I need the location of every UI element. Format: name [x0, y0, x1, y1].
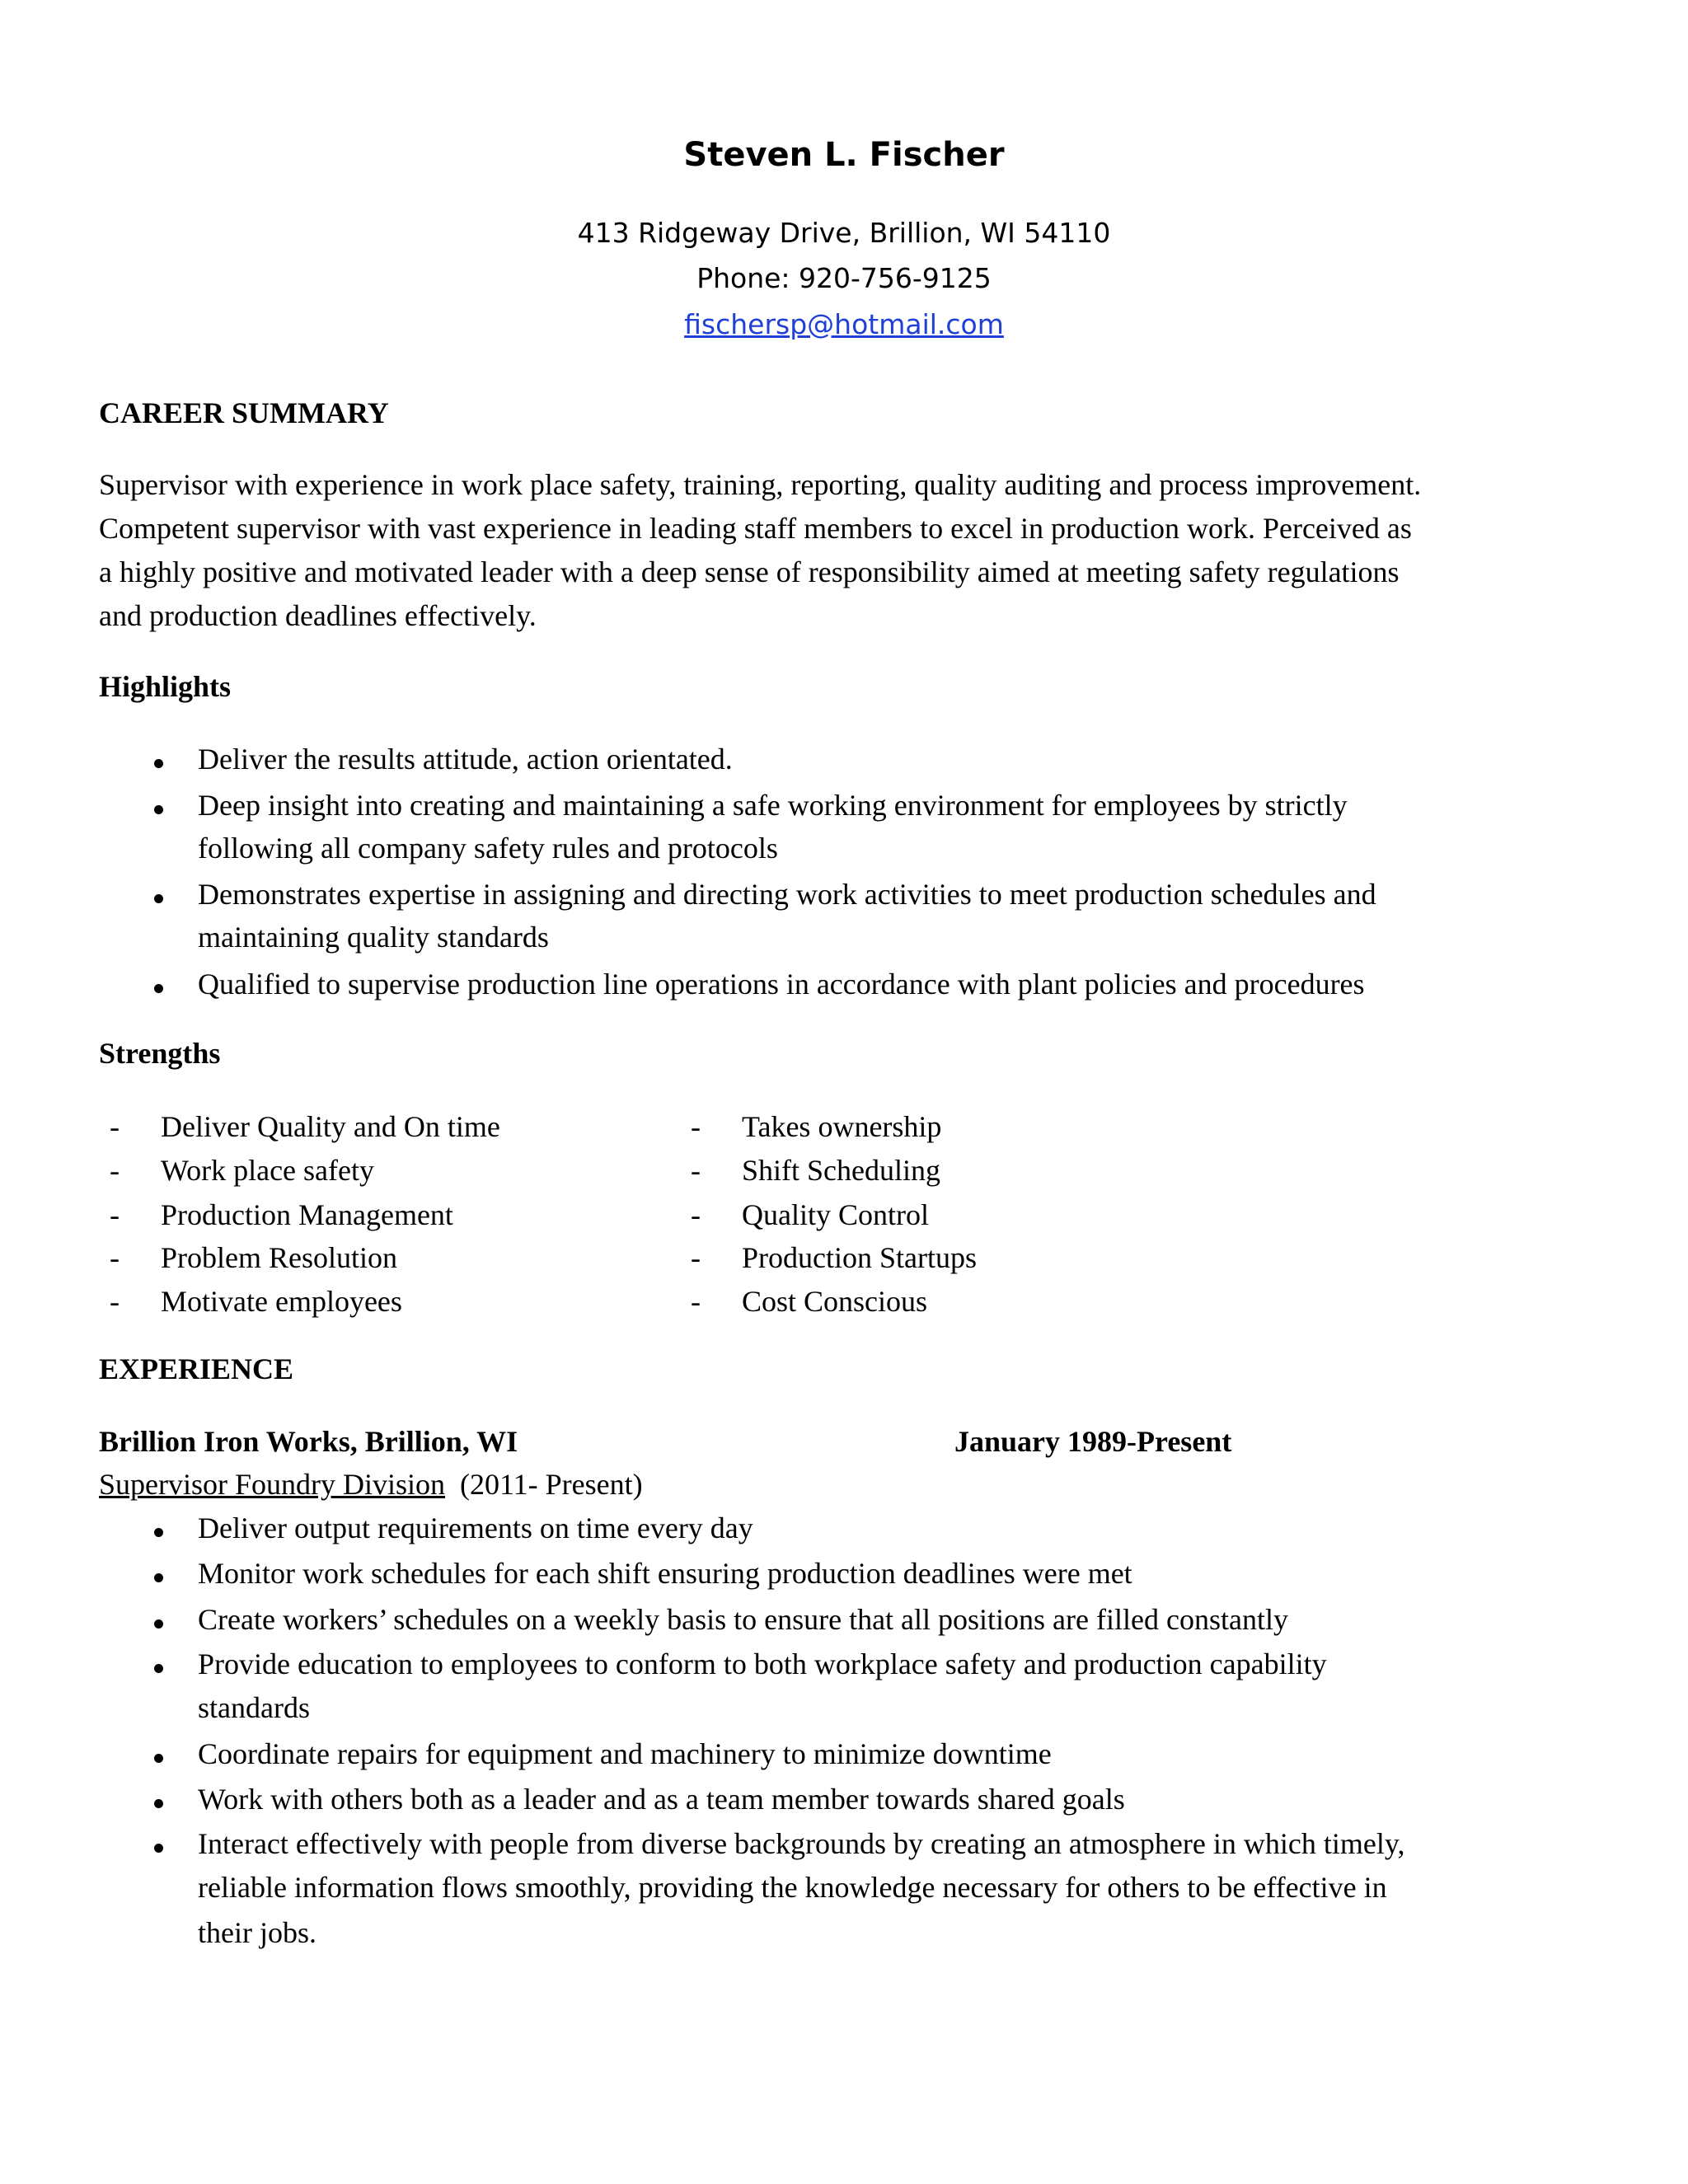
highlight-item: Demonstrates expertise in assigning and directing work activities to meet production schedules and — [198, 878, 1376, 911]
highlight-item-continued: maintaining quality standards — [198, 921, 549, 954]
bullet-icon — [154, 984, 163, 993]
bullet-icon — [154, 1528, 163, 1537]
dash-marker: - — [691, 1198, 701, 1231]
duty-item: Provide education to employees to conform to both workplace safety and production capability — [198, 1647, 1327, 1680]
dash-marker: - — [110, 1110, 120, 1143]
strength-item: Deliver Quality and On time — [161, 1110, 500, 1143]
bullet-icon — [154, 1754, 163, 1763]
strength-item: Takes ownership — [742, 1110, 942, 1143]
dash-marker: - — [110, 1241, 120, 1274]
bullet-icon — [154, 894, 163, 903]
summary-line: a highly positive and motivated leader with a deep sense of responsibility aimed at meeting safety regulations — [99, 555, 1400, 588]
strength-item: Production Management — [161, 1198, 453, 1231]
summary-line: and production deadlines effectively. — [99, 599, 537, 632]
address: 413 Ridgeway Drive, Brillion, WI 54110 — [577, 217, 1111, 249]
summary-line: Competent supervisor with vast experience in leading staff members to excel in production work. Perceived as — [99, 512, 1412, 545]
summary-line: Supervisor with experience in work place safety, training, reporting, quality auditing and process improvement. — [99, 468, 1422, 501]
dash-marker: - — [110, 1198, 120, 1231]
duty-item: Work with others both as a leader and as a team member towards shared goals — [198, 1783, 1125, 1816]
strength-item: Shift Scheduling — [742, 1154, 940, 1187]
role-title: Supervisor Foundry Division — [99, 1468, 446, 1501]
employer-location: , Brillion, WI — [349, 1425, 518, 1458]
strengths-heading: Strengths — [99, 1037, 221, 1070]
email-link[interactable]: fischersp@hotmail.com — [684, 308, 1004, 340]
phone-number: Phone: 920-756-9125 — [696, 262, 992, 294]
employer-name: Brillion Iron Works — [99, 1425, 350, 1458]
strength-item: Production Startups — [742, 1241, 977, 1274]
bullet-icon — [154, 1619, 163, 1629]
bullet-icon — [154, 1799, 163, 1808]
highlight-item: Deliver the results attitude, action orientated. — [198, 743, 733, 776]
employment-dates: January 1989-Present — [954, 1425, 1232, 1458]
highlight-item: Deep insight into creating and maintaining a safe working environment for employees by strictly — [198, 789, 1348, 822]
candidate-name: Steven L. Fischer — [683, 136, 1005, 174]
employer-line — [99, 1424, 518, 1459]
experience-heading: EXPERIENCE — [99, 1352, 294, 1385]
highlights-heading: Highlights — [99, 670, 232, 703]
highlight-item: Qualified to supervise production line operations in accordance with plant policies and procedures — [198, 968, 1365, 1001]
duty-item: Create workers’ schedules on a weekly basis to ensure that all positions are filled constantly — [198, 1603, 1288, 1636]
duty-item: Coordinate repairs for equipment and machinery to minimize downtime — [198, 1737, 1052, 1770]
duty-item: Interact effectively with people from diverse backgrounds by creating an atmosphere in which timely, — [198, 1827, 1405, 1860]
highlight-item-continued: following all company safety rules and protocols — [198, 832, 778, 865]
dash-marker: - — [691, 1110, 701, 1143]
email-line — [0, 308, 1688, 340]
bullet-icon — [154, 759, 163, 768]
strength-item: Problem Resolution — [161, 1241, 397, 1274]
bullet-icon — [154, 805, 163, 814]
strength-item: Quality Control — [742, 1198, 929, 1231]
bullet-icon — [154, 1664, 163, 1673]
duty-item-continued: their jobs. — [198, 1916, 316, 1949]
strength-item: Motivate employees — [161, 1285, 402, 1318]
duty-item-continued: reliable information flows smoothly, providing the knowledge necessary for others to be effective in — [198, 1871, 1387, 1904]
role-dates: (2011- Present) — [460, 1468, 643, 1501]
role-line — [99, 1467, 643, 1502]
dash-marker: - — [691, 1285, 701, 1318]
dash-marker: - — [691, 1241, 701, 1274]
dash-marker: - — [110, 1154, 120, 1187]
bullet-icon — [154, 1844, 163, 1853]
duty-item: Deliver output requirements on time every day — [198, 1511, 753, 1544]
duty-item-continued: standards — [198, 1691, 310, 1724]
strength-item: Work place safety — [161, 1154, 374, 1187]
dash-marker: - — [110, 1285, 120, 1318]
dash-marker: - — [691, 1154, 701, 1187]
career-summary-heading: CAREER SUMMARY — [99, 396, 389, 429]
duty-item: Monitor work schedules for each shift ensuring production deadlines were met — [198, 1557, 1132, 1590]
bullet-icon — [154, 1573, 163, 1582]
strength-item: Cost Conscious — [742, 1285, 928, 1318]
